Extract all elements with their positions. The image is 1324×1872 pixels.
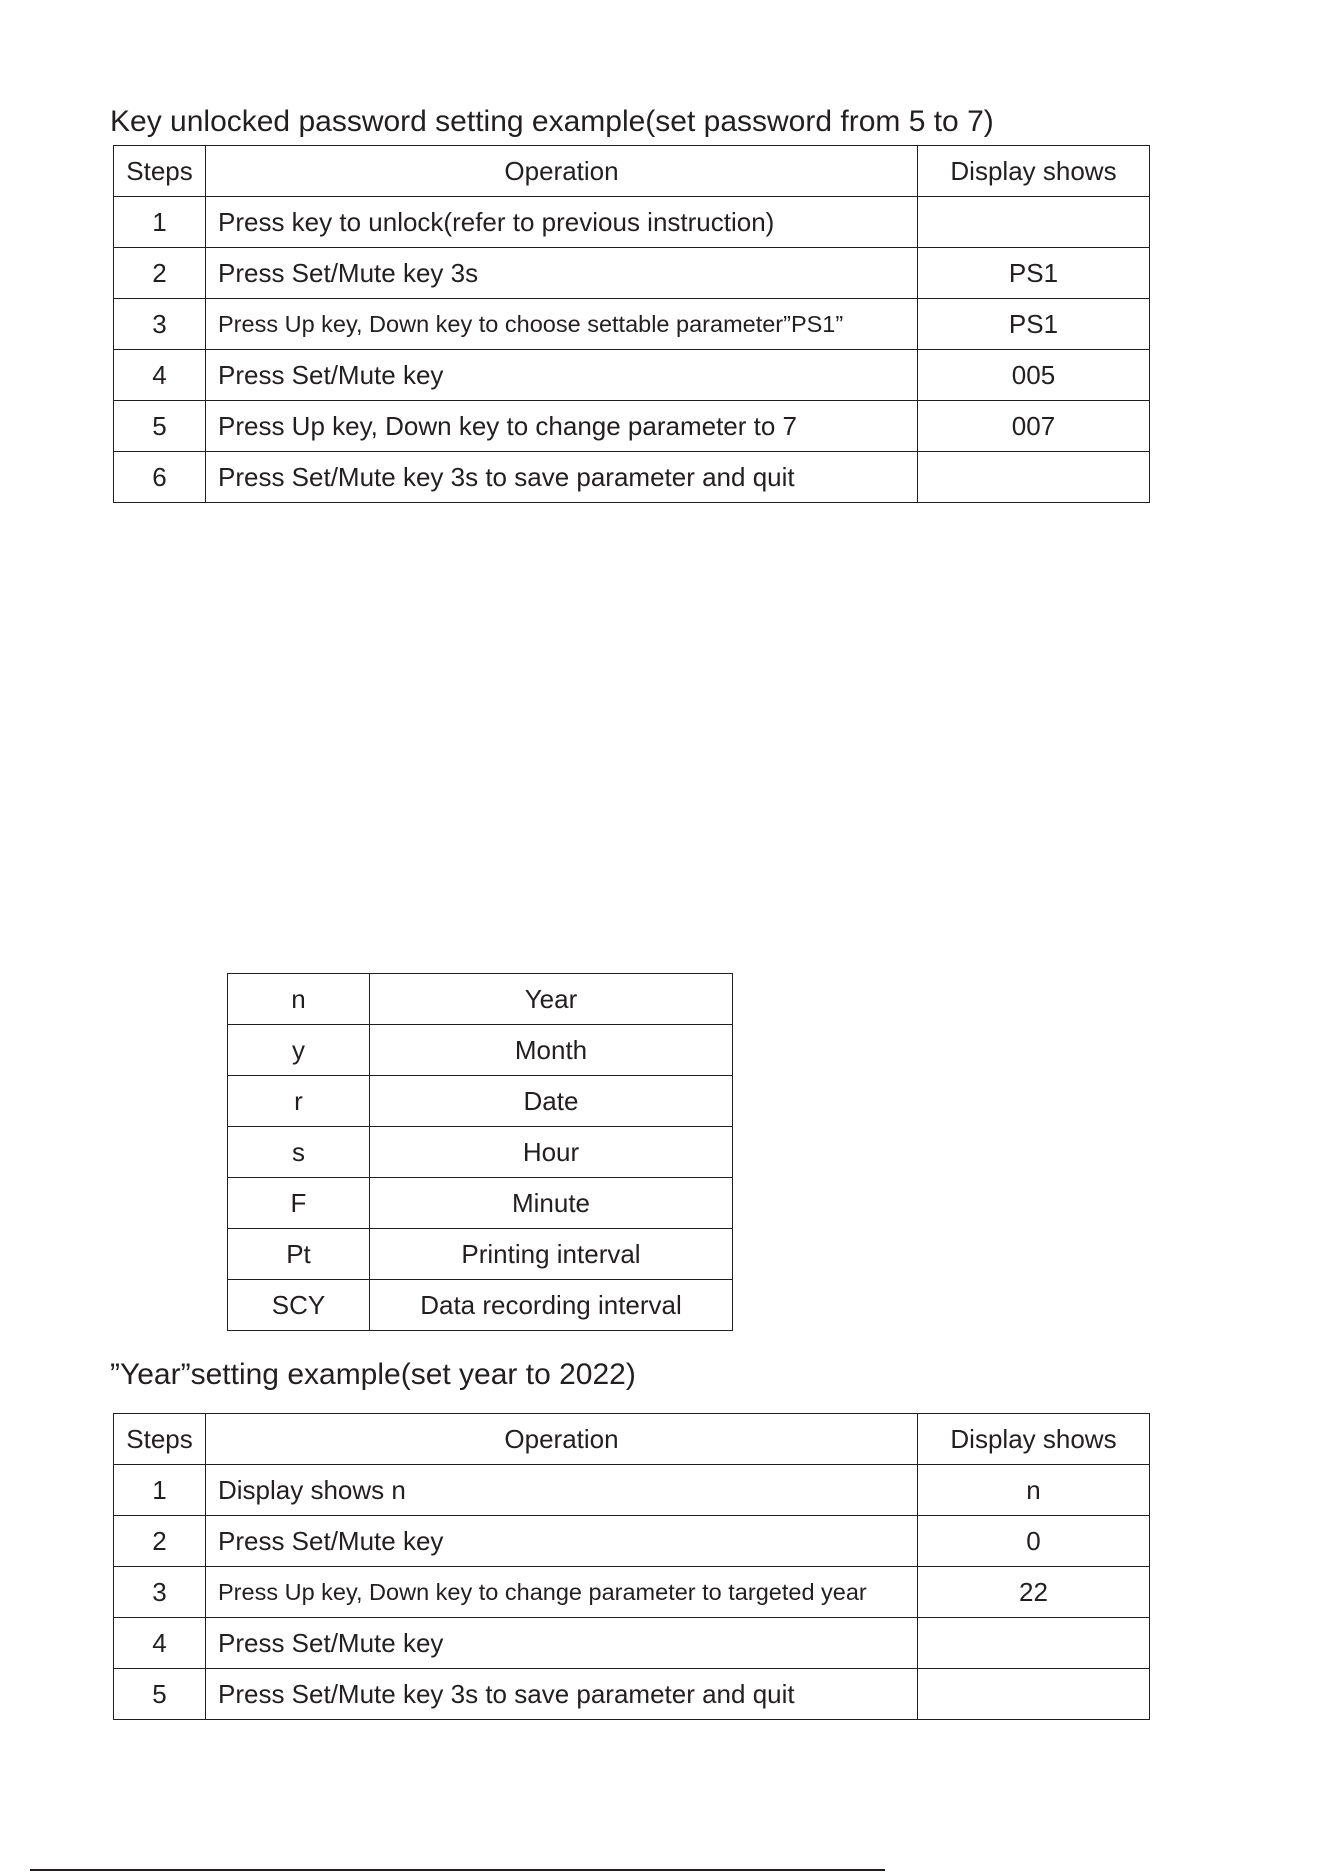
step-display: 007 bbox=[918, 401, 1150, 452]
header-steps: Steps bbox=[114, 146, 206, 197]
table-row bbox=[114, 350, 1150, 401]
section-heading-year: ”Year”setting example(set year to 2022) bbox=[110, 1358, 636, 1391]
table-row bbox=[114, 299, 1150, 350]
table-row bbox=[228, 1127, 733, 1178]
step-display: PS1 bbox=[918, 248, 1150, 299]
header-display: Display shows bbox=[918, 1414, 1150, 1465]
step-number: 5 bbox=[114, 1669, 206, 1720]
table-row bbox=[228, 1280, 733, 1331]
step-operation: Press Set/Mute key bbox=[206, 1618, 918, 1669]
table-row bbox=[228, 1076, 733, 1127]
section-heading-password: Key unlocked password setting example(set password from 5 to 7) bbox=[110, 105, 994, 138]
step-operation: Press key to unlock(refer to previous instruction) bbox=[206, 197, 918, 248]
step-display: 005 bbox=[918, 350, 1150, 401]
step-operation: Press Up key, Down key to change parameter to targeted year bbox=[206, 1567, 918, 1618]
step-operation: Press Set/Mute key bbox=[206, 350, 918, 401]
param-code: s bbox=[228, 1127, 370, 1178]
param-name: Date bbox=[370, 1076, 733, 1127]
step-number: 4 bbox=[114, 1618, 206, 1669]
table-row bbox=[228, 1025, 733, 1076]
param-name: Hour bbox=[370, 1127, 733, 1178]
step-display: PS1 bbox=[918, 299, 1150, 350]
param-code: y bbox=[228, 1025, 370, 1076]
step-display bbox=[918, 1669, 1150, 1720]
param-name: Data recording interval bbox=[370, 1280, 733, 1331]
param-code: Pt bbox=[228, 1229, 370, 1280]
step-display bbox=[918, 1618, 1150, 1669]
password-steps-table bbox=[113, 145, 1150, 503]
table-row bbox=[228, 974, 733, 1025]
step-number: 4 bbox=[114, 350, 206, 401]
table-row bbox=[114, 401, 1150, 452]
step-number: 2 bbox=[114, 1516, 206, 1567]
step-operation: Press Up key, Down key to change parameter to 7 bbox=[206, 401, 918, 452]
header-operation: Operation bbox=[206, 146, 918, 197]
step-display: 22 bbox=[918, 1567, 1150, 1618]
parameter-code-table bbox=[227, 973, 733, 1331]
step-operation: Press Up key, Down key to choose settable parameter”PS1” bbox=[206, 299, 918, 350]
step-number: 3 bbox=[114, 1567, 206, 1618]
header-steps: Steps bbox=[114, 1414, 206, 1465]
table-row bbox=[114, 197, 1150, 248]
step-number: 1 bbox=[114, 1465, 206, 1516]
table-header-row bbox=[114, 1414, 1150, 1465]
param-code: SCY bbox=[228, 1280, 370, 1331]
step-display bbox=[918, 452, 1150, 503]
step-display: n bbox=[918, 1465, 1150, 1516]
param-name: Month bbox=[370, 1025, 733, 1076]
table-row bbox=[228, 1229, 733, 1280]
table-row bbox=[114, 452, 1150, 503]
footer-rule bbox=[30, 1869, 885, 1871]
header-operation: Operation bbox=[206, 1414, 918, 1465]
param-name: Printing interval bbox=[370, 1229, 733, 1280]
step-number: 6 bbox=[114, 452, 206, 503]
table-row bbox=[114, 1618, 1150, 1669]
step-operation: Press Set/Mute key bbox=[206, 1516, 918, 1567]
step-operation: Press Set/Mute key 3s bbox=[206, 248, 918, 299]
step-operation: Press Set/Mute key 3s to save parameter and quit bbox=[206, 1669, 918, 1720]
table-header-row bbox=[114, 146, 1150, 197]
step-number: 5 bbox=[114, 401, 206, 452]
header-display: Display shows bbox=[918, 146, 1150, 197]
table-row bbox=[114, 1567, 1150, 1618]
step-display: 0 bbox=[918, 1516, 1150, 1567]
step-operation: Display shows n bbox=[206, 1465, 918, 1516]
step-number: 1 bbox=[114, 197, 206, 248]
param-name: Year bbox=[370, 974, 733, 1025]
table-row bbox=[228, 1178, 733, 1229]
year-steps-table bbox=[113, 1413, 1150, 1720]
table-row bbox=[114, 248, 1150, 299]
param-name: Minute bbox=[370, 1178, 733, 1229]
step-display bbox=[918, 197, 1150, 248]
step-number: 2 bbox=[114, 248, 206, 299]
table-row bbox=[114, 1465, 1150, 1516]
step-number: 3 bbox=[114, 299, 206, 350]
table-row bbox=[114, 1669, 1150, 1720]
param-code: r bbox=[228, 1076, 370, 1127]
param-code: F bbox=[228, 1178, 370, 1229]
param-code: n bbox=[228, 974, 370, 1025]
step-operation: Press Set/Mute key 3s to save parameter and quit bbox=[206, 452, 918, 503]
table-row bbox=[114, 1516, 1150, 1567]
